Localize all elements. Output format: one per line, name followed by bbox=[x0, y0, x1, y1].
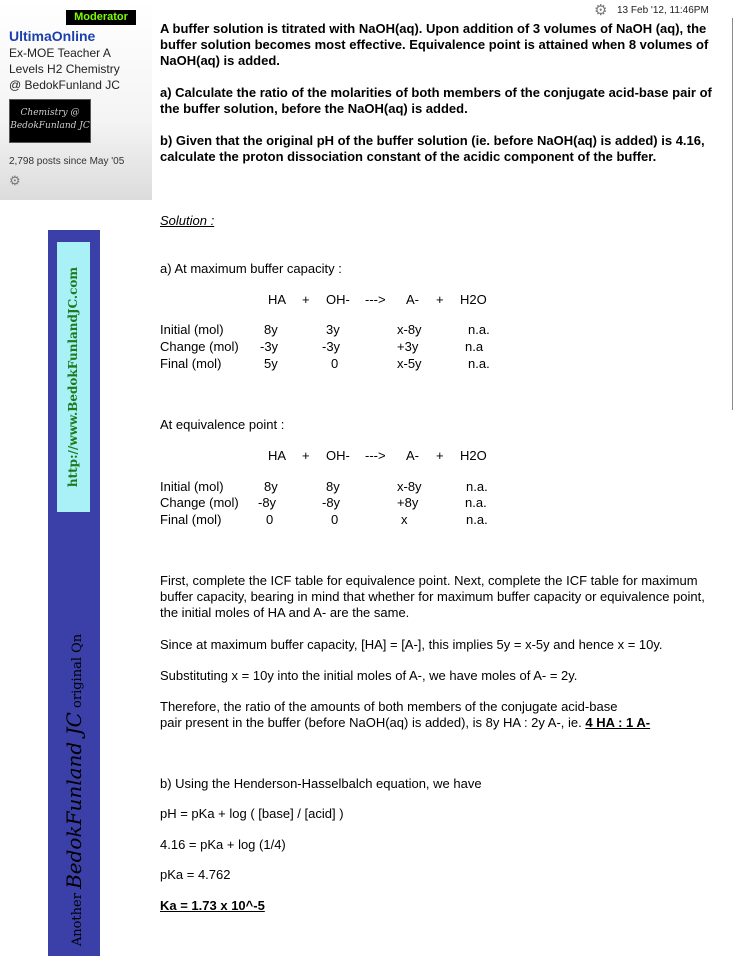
side-banner bbox=[48, 230, 100, 956]
username-link[interactable]: UltimaOnline bbox=[9, 28, 96, 44]
explanation-paragraph: Substituting x = 10y into the initial moles of A-, we have moles of A- = 2y. bbox=[160, 668, 578, 683]
equation-line: pH = pKa + log ( [base] / [acid] ) bbox=[160, 806, 344, 821]
moderator-badge: Moderator bbox=[66, 10, 136, 25]
post-count: 2,798 posts since May '05 bbox=[9, 156, 125, 167]
answer-part-b: Ka = 1.73 x 10^-5 bbox=[160, 898, 265, 913]
explanation-paragraph: Since at maximum buffer capacity, [HA] = [A-], this implies 5y = x-5y and hence x = 10y. bbox=[160, 637, 663, 652]
solution-label: Solution : bbox=[160, 213, 215, 228]
user-title-line: @ BedokFunland JC bbox=[9, 78, 120, 92]
question-part-a: a) Calculate the ratio of the molarities of both members of the conjugate acid-base pair of the buffer solution, before the NaOH(aq) is added. bbox=[160, 85, 712, 116]
question-part-b: b) Given that the original pH of the buffer solution (ie. before NaOH(aq) is added) is 4.16, calculate the proton dissociation constant of the acidic component of the buffer. bbox=[160, 133, 705, 164]
explanation-paragraph: First, complete the ICF table for equivalence point. Next, complete the ICF table for maximum buffer capacity, bearing in mind that whether for maximum buffer capacity or equivalence point, the initial moles of HA and A- are the same. bbox=[160, 573, 705, 620]
banner-url: http://www.BedokFunlandJC.com bbox=[66, 266, 80, 488]
user-title-line: Levels H2 Chemistry bbox=[9, 62, 120, 76]
part-b-heading: b) Using the Henderson-Hasselbalch equation, we have bbox=[160, 776, 482, 791]
equation-line: 4.16 = pKa + log (1/4) bbox=[160, 837, 286, 852]
user-panel bbox=[0, 0, 152, 200]
part-a-heading: a) At maximum buffer capacity : bbox=[160, 261, 342, 276]
explanation-paragraph: Therefore, the ratio of the amounts of both members of the conjugate acid-base pair present in the buffer (before NaOH(aq) is added), is 8y HA : 2y A-, ie. 4 HA : 1 A- bbox=[160, 699, 651, 730]
equation-line: pKa = 4.762 bbox=[160, 867, 231, 882]
post-date: 13 Feb '12, 11:46PM bbox=[617, 5, 709, 16]
signature-logo: Chemistry @ BedokFunland JC bbox=[9, 99, 91, 143]
answer-part-a: 4 HA : 1 A- bbox=[585, 715, 651, 730]
question-intro: A buffer solution is titrated with NaOH(aq). Upon addition of 3 volumes of NaOH (aq), the buffer solution becomes most effective. Equivalence point is attained when 8 volumes of NaOH(aq) is added. bbox=[160, 21, 709, 68]
equivalence-heading: At equivalence point : bbox=[160, 417, 285, 432]
user-title-line: Ex-MOE Teacher A bbox=[9, 46, 111, 60]
gear-icon[interactable]: ⚙ bbox=[9, 173, 21, 188]
divider bbox=[732, 18, 733, 410]
user-title bbox=[9, 45, 149, 93]
post-options-gear-icon[interactable]: ⚙ bbox=[594, 2, 608, 19]
banner-caption: Another BedokFunland JC original Qn bbox=[62, 633, 86, 947]
